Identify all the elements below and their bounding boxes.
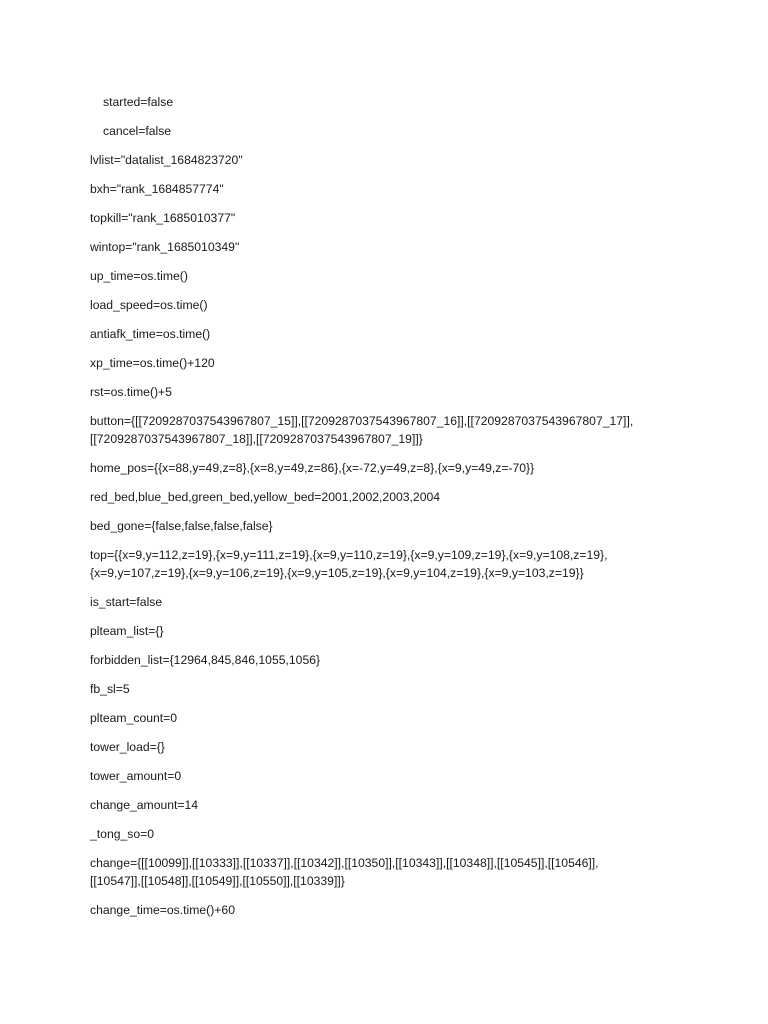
code-line: change_time=os.time()+60 — [90, 903, 235, 917]
code-line: is_start=false — [90, 595, 163, 609]
document-body — [90, 93, 680, 930]
code-line: tower_load={} — [90, 740, 165, 754]
code-line: home_pos={{x=88,y=49,z=8},{x=8,y=49,z=86},{x=-72,y=49,z=8},{x=9,y=49,z=-70}} — [90, 461, 535, 475]
code-line: bxh="rank_1684857774" — [90, 182, 224, 196]
code-line: forbidden_list={12964,845,846,1055,1056} — [90, 653, 321, 667]
code-line: topkill="rank_1685010377" — [90, 211, 236, 225]
code-line: fb_sl=5 — [90, 682, 130, 696]
code-line: plteam_count=0 — [90, 711, 178, 725]
code-line: red_bed,blue_bed,green_bed,yellow_bed=2001,2002,2003,2004 — [90, 490, 441, 504]
code-line: rst=os.time()+5 — [90, 385, 172, 399]
code-line: plteam_list={} — [90, 624, 164, 638]
code-line: antiafk_time=os.time() — [90, 327, 211, 341]
code-line: button={[[7209287037543967807_15]],[[7209287037543967807_16]],[[7209287037543967807_17]], [[7209287037543967807_18]],[[7209287037543967807_19]]} — [90, 414, 634, 446]
code-line: change={[[10099]],[[10333]],[[10337]],[[10342]],[[10350]],[[10343]],[[10348]],[[10545]],[[10546]], [[10547]],[[10548]],[[10549]],[[10550]],[[10339]]} — [90, 856, 599, 888]
code-line: started=false — [103, 95, 174, 109]
code-line: load_speed=os.time() — [90, 298, 208, 312]
code-line: cancel=false — [103, 124, 172, 138]
code-line: _tong_so=0 — [90, 827, 155, 841]
code-line: change_amount=14 — [90, 798, 199, 812]
code-line: wintop="rank_1685010349" — [90, 240, 240, 254]
code-line: top={{x=9,y=112,z=19},{x=9,y=111,z=19},{x=9,y=110,z=19},{x=9,y=109,z=19},{x=9,y=108,z=19}, {x=9,y=107,z=19},{x=9,y=106,z=19},{x=9,y=105,z=19},{x=9,y=104,z=19},{x=9,y=103,z=19}} — [90, 548, 608, 580]
code-line: bed_gone={false,false,false,false} — [90, 519, 273, 533]
code-line: xp_time=os.time()+120 — [90, 356, 215, 370]
code-line: lvlist="datalist_1684823720" — [90, 153, 243, 167]
code-line: up_time=os.time() — [90, 269, 188, 283]
code-line: tower_amount=0 — [90, 769, 182, 783]
